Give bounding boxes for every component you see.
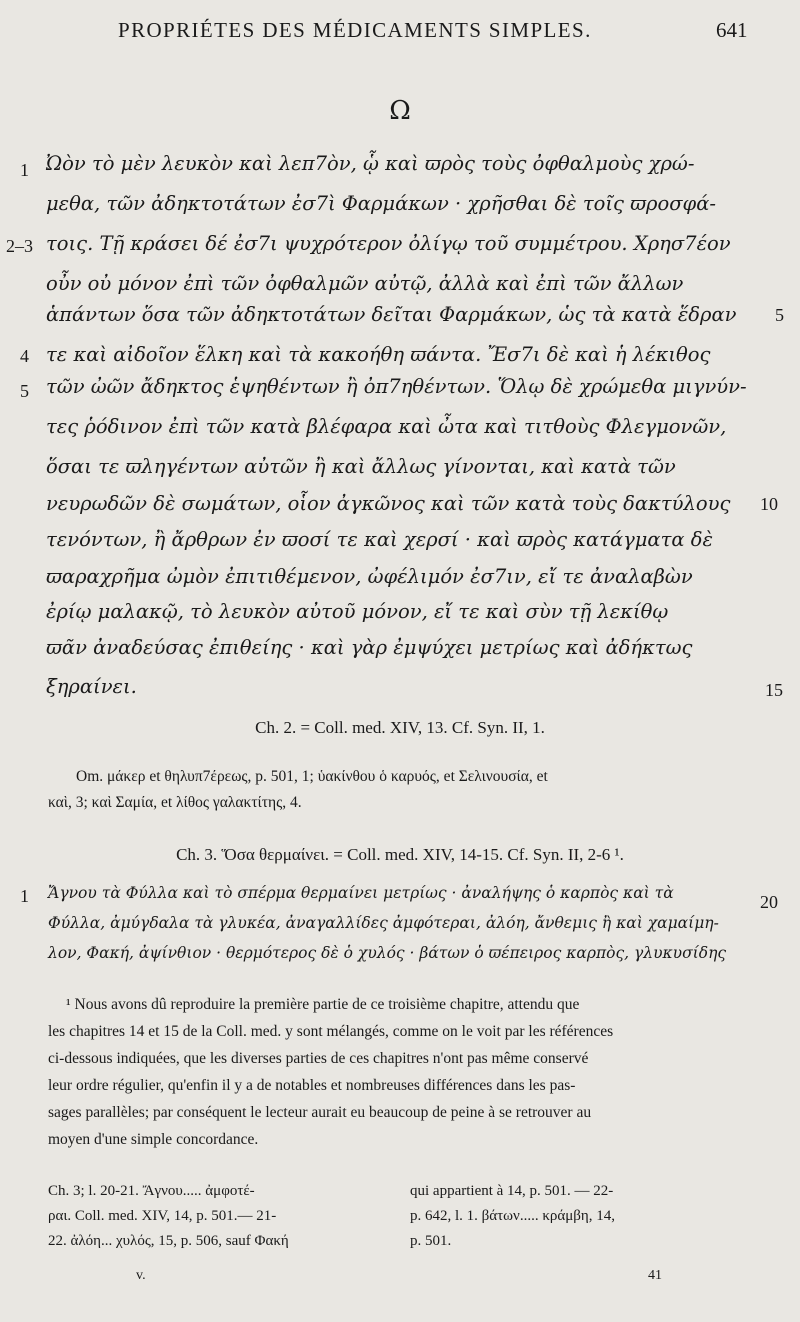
variant-line: καὶ, 3; καὶ Σαμία, et λίθος γαλακτίτης, 4. bbox=[48, 794, 302, 811]
text-line: ὅσαι τε ϖληγέντων αὐτῶν ἢ καὶ ἄλλως γίνονται, καὶ κατὰ τῶν bbox=[46, 455, 676, 478]
text-line: νευρωδῶν δὲ σωμάτων, οἷον ἀγκῶνος καὶ τῶν κατὰ τοὺς δακτύλους bbox=[46, 492, 731, 515]
section-heading: Ω bbox=[389, 96, 411, 126]
right-margin-number: 20 bbox=[760, 892, 778, 912]
right-margin-number: 5 bbox=[775, 305, 784, 325]
text-line: Ὠὸν τὸ μὲν λευκὸν καὶ λεπ7ὸν, ᾧ καὶ ϖρὸς τοὺς ὀφθαλμοὺς χρώ- bbox=[46, 152, 695, 175]
variant-left-line: ραι. Coll. med. XIV, 14, p. 501.— 21- bbox=[48, 1208, 277, 1224]
text-line: οὖν οὐ μόνον ἐπὶ τῶν ὀφθαλμῶν αὐτῷ, ἀλλὰ καὶ ἐπὶ τῶν ἄλλων bbox=[46, 272, 684, 295]
text-line: ἐρίῳ μαλακῷ, τὸ λευκὸν αὐτοῦ μόνον, εἴ τε καὶ σὺν τῇ λεκίθῳ bbox=[46, 600, 669, 623]
text-line: τε καὶ αἰδοῖον ἕλκη καὶ τὰ κακοήθη ϖάντα. Ἔσ7ι δὲ καὶ ἡ λέκιθος bbox=[46, 343, 711, 366]
footnote-line: ¹ Nous avons dû reproduire la première partie de ce troisième chapitre, attendu que bbox=[66, 996, 580, 1013]
text-line: ξηραίνει. bbox=[46, 675, 137, 698]
footnote-line: sages parallèles; par conséquent le lecteur aurait eu beaucoup de peine à se retrouver au bbox=[48, 1104, 592, 1121]
right-margin-number: 10 bbox=[760, 494, 778, 514]
text-line: τοις. Τῇ κράσει δέ ἐσ7ι ψυχρότερον ὀλίγῳ τοῦ συμμέτρου. Χρησ7έον bbox=[46, 232, 731, 255]
left-margin-number: 1 bbox=[20, 886, 29, 906]
sheet-number: 41 bbox=[648, 1268, 662, 1283]
variant-left-line: 22. ἀλόη... χυλός, 15, p. 506, sauf Φακή bbox=[48, 1233, 289, 1249]
left-margin-number: 2–3 bbox=[6, 236, 33, 256]
left-margin-number: 4 bbox=[20, 346, 29, 366]
chapter-3-reference: Ch. 3. Ὅσα θερμαίνει. = Coll. med. XIV, 14-15. Cf. Syn. II, 2-6 ¹. bbox=[176, 845, 624, 864]
left-margin-number: 5 bbox=[20, 381, 29, 401]
variant-right-line: p. 642, l. 1. βάτων..... κράμβη, 14, bbox=[410, 1208, 616, 1224]
page-number: 641 bbox=[716, 18, 748, 42]
text-line: λον, Φακή, ἀψίνθιον · θερμότερος δὲ ὁ χυλός · βάτων ὁ ϖέπειρος καρπὸς, γλυκυσίδης bbox=[48, 944, 727, 962]
text-line: τῶν ὠῶν ἄδηκτος ἑψηθέντων ἢ ὀπ7ηθέντων. Ὅλῳ δὲ χρώμεθα μιγνύν- bbox=[46, 375, 747, 398]
footnote-line: moyen d'une simple concordance. bbox=[48, 1131, 259, 1148]
variant-right-line: qui appartient à 14, p. 501. — 22- bbox=[410, 1183, 614, 1199]
text-line: Φύλλα, ἀμύγδαλα τὰ γλυκέα, ἀναγαλλίδες ἀμφότεραι, ἀλόη, ἄνθεμις ἢ καὶ χαμαίμη- bbox=[48, 914, 719, 932]
right-margin-number: 15 bbox=[765, 680, 783, 700]
variant-right-line: p. 501. bbox=[410, 1233, 452, 1249]
text-line: τες ῥόδινον ἐπὶ τῶν κατὰ βλέφαρα καὶ ὦτα καὶ τιτθοὺς Φλεγμονῶν, bbox=[46, 415, 727, 438]
variant-left-line: Ch. 3; l. 20-21. Ἄγνου..... ἀμφοτέ- bbox=[48, 1183, 255, 1199]
text-line: μεθα, τῶν ἀδηκτοτάτων ἐσ7ὶ Φαρμάκων · χρῆσθαι δὲ τοῖς ϖροσφά- bbox=[46, 192, 716, 215]
footnote-line: les chapitres 14 et 15 de la Coll. med. y sont mélangés, comme on le voit par les références bbox=[48, 1023, 614, 1040]
text-line: ϖᾶν ἀναδεύσας ἐπιθείης · καὶ γὰρ ἐμψύχει μετρίως καὶ ἀδήκτως bbox=[46, 636, 693, 659]
text-line: Ἄγνου τὰ Φύλλα καὶ τὸ σπέρμα θερμαίνει μετρίως · ἀναλήψης ὁ καρπὸς καὶ τὰ bbox=[48, 884, 674, 902]
text-line: ϖαραχρῆμα ὠμὸν ἐπιτιθέμενον, ὠφέλιμόν ἐσ7ιν, εἴ τε ἀναλαβὼν bbox=[46, 565, 693, 588]
chapter-2-reference: Ch. 2. = Coll. med. XIV, 13. Cf. Syn. II, 1. bbox=[255, 718, 545, 737]
left-margin-number: 1 bbox=[20, 160, 29, 180]
variant-line: Om. μάκερ et θηλυπ7έρεως, p. 501, 1; ὑακίνθου ὁ καρυός, et Σελινουσία, et bbox=[76, 768, 548, 785]
text-line: ἁπάντων ὅσα τῶν ἀδηκτοτάτων δεῖται Φαρμάκων, ὡς τὰ κατὰ ἕδραν bbox=[46, 303, 737, 326]
text-line: τενόντων, ἢ ἄρθρων ἐν ϖοσί τε καὶ χερσί · καὶ ϖρὸς κατάγματα δὲ bbox=[46, 528, 713, 551]
running-header-title: PROPRIÉTES DES MÉDICAMENTS SIMPLES. bbox=[118, 18, 592, 42]
signature-mark: v. bbox=[136, 1268, 146, 1283]
footnote-line: ci-dessous indiquées, que les diverses parties de ces chapitres n'ont pas même conservé bbox=[48, 1050, 589, 1067]
footnote-line: leur ordre régulier, qu'enfin il y a de notables et nombreuses différences dans les pas- bbox=[48, 1077, 576, 1094]
